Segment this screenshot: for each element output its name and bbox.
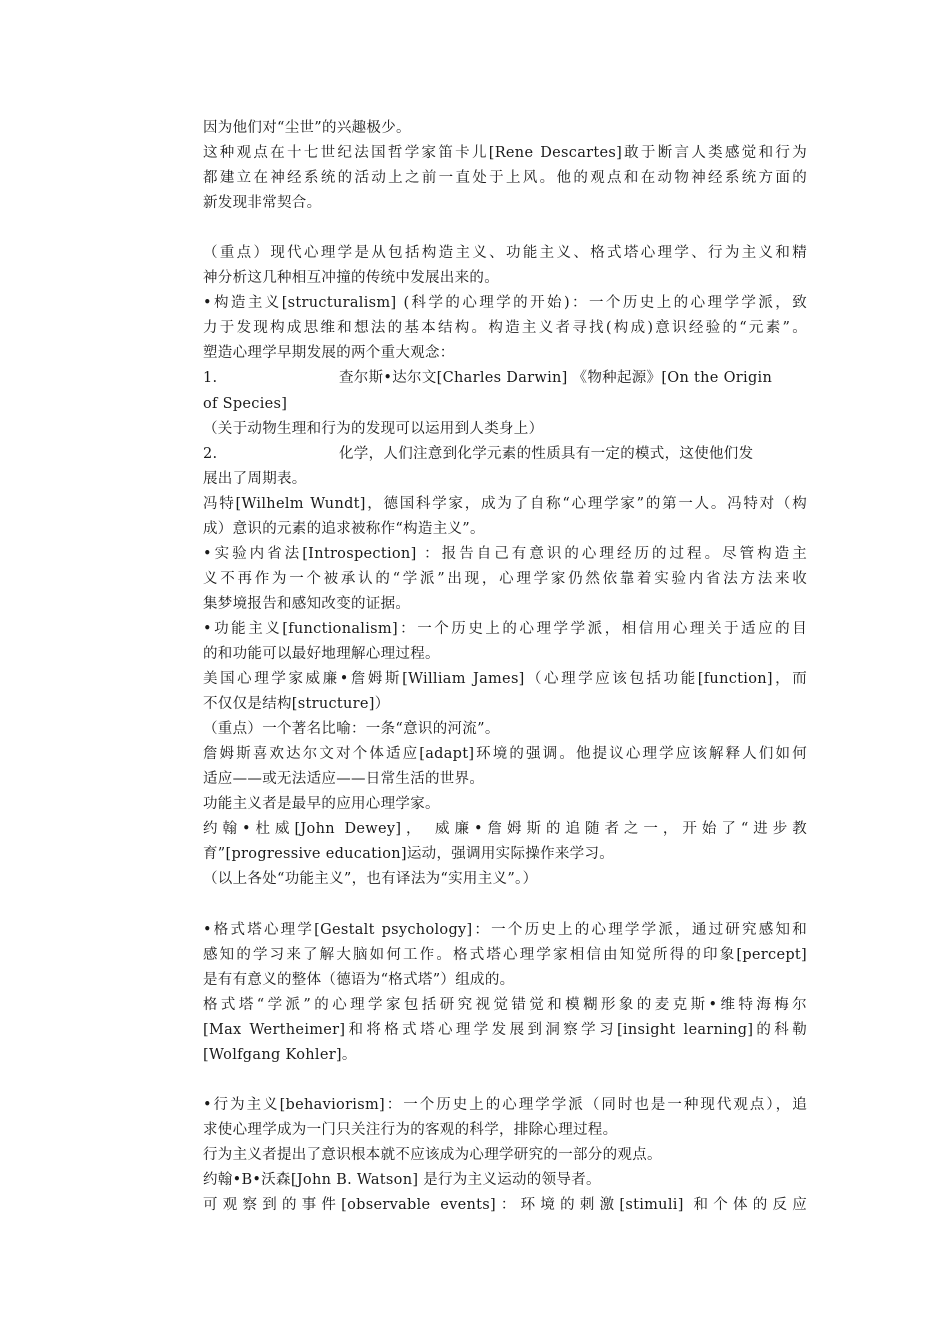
numbered-item-1 — [203, 366, 807, 391]
text-line: 展出了周期表。 — [203, 470, 307, 487]
text-line: （重点）一个著名比喻：一条“意识的河流”。 — [203, 721, 500, 738]
text-line: 力于发现构成思维和想法的基本结构。构造主义者寻找(构成)意识经验的“元素”。 — [203, 320, 807, 337]
text-line: 美国心理学家威廉•詹姆斯[William James]（心理学应该包括功能[function]，而 — [203, 671, 807, 688]
text-line: 格式塔“学派”的心理学家包括研究视觉错觉和模糊形象的麦克斯•维特海梅尔 — [203, 996, 807, 1013]
numbered-item-2 — [203, 442, 807, 467]
text-line: 集梦境报告和感知改变的证据。 — [203, 595, 411, 612]
text-line: [Max Wertheimer]和将格式塔心理学发展到洞察学习[insight learning]的科勒 — [203, 1021, 807, 1038]
text-line: （重点）现代心理学是从包括构造主义、功能主义、格式塔心理学、行为主义和精 — [203, 245, 807, 262]
document-body — [203, 116, 807, 1218]
text-line: 求使心理学成为一门只关注行为的客观的科学，排除心理过程。 — [203, 1121, 618, 1138]
text-line: 因为他们对“尘世”的兴趣极少。 — [203, 120, 411, 136]
text-line: •格式塔心理学[Gestalt psychology]：一个历史上的心理学学派，通过研究感知和 — [203, 921, 807, 938]
text-line: 都建立在神经系统的活动上之前一直处于上风。他的观点和在动物神经系统方面的 — [203, 170, 807, 187]
text-line: 是有有意义的整体（德语为“格式塔”）组成的。 — [203, 971, 515, 988]
text-line: 义不再作为一个被承认的“学派”出现，心理学家仍然依靠着实验内省法方法来收 — [203, 570, 807, 587]
text-line: 这种观点在十七世纪法国哲学家笛卡儿[Rene Descartes]敢于断言人类感觉和行为 — [203, 145, 807, 162]
text-line: 约翰•B•沃森[John B. Watson] 是行为主义运动的领导者。 — [203, 1171, 601, 1188]
text-line: 行为主义者提出了意识根本就不应该成为心理学研究的一部分的观点。 — [203, 1146, 662, 1163]
blank-line — [203, 1068, 807, 1093]
text-line: of Species] — [203, 395, 288, 412]
text-line: 感知的学习来了解大脑如何工作。格式塔心理学家相信由知觉所得的印象[percept] — [203, 946, 807, 963]
text-line: •实验内省法[Introspection] ：报告自己有意识的心理经历的过程。尽管构造主 — [203, 545, 807, 562]
text-line: •构造主义[structuralism] (科学的心理学的开始)：一个历史上的心理学学派，致 — [203, 295, 807, 312]
text-line: 新发现非常契合。 — [203, 195, 322, 212]
text-line: 育”[progressive education]运动，强调用实际操作来学习。 — [203, 846, 615, 863]
text-line: 塑造心理学早期发展的两个重大观念： — [203, 345, 455, 362]
text-line: 功能主义者是最早的应用心理学家。 — [203, 796, 440, 813]
blank-line — [203, 216, 807, 241]
text-line: 不仅仅是结构[structure]） — [203, 696, 390, 713]
text-line: 神分析这几种相互冲撞的传统中发展出来的。 — [203, 270, 499, 287]
text-line: [Wolfgang Kohler]。 — [203, 1046, 357, 1063]
item-number: 1. — [203, 370, 218, 387]
text-line: 的和功能可以最好地理解心理过程。 — [203, 645, 440, 662]
text-line: 冯特[Wilhelm Wundt]，德国科学家，成为了自称“心理学家”的第一人。冯特对（构 — [203, 495, 807, 512]
blank-line — [203, 892, 807, 917]
text-line: （关于动物生理和行为的发现可以运用到人类身上） — [203, 420, 544, 437]
text-line: （以上各处“功能主义”，也有译法为“实用主义”。） — [203, 871, 538, 888]
text-line: •行为主义[behaviorism]：一个历史上的心理学学派（同时也是一种现代观点），追 — [203, 1096, 807, 1113]
text-line: 适应——或无法适应——日常生活的世界。 — [203, 771, 485, 788]
item-text: 化学，人们注意到化学元素的性质具有一定的模式，这使他们发 — [339, 445, 754, 462]
text-line: 可观察到的事件[observable events]：环境的刺激[stimuli] 和个体的反应 — [203, 1197, 807, 1214]
item-number: 2. — [203, 445, 218, 462]
text-line: •功能主义[functionalism]：一个历史上的心理学学派，相信用心理关于适应的目 — [203, 620, 807, 637]
text-line: 詹姆斯喜欢达尔文对个体适应[adapt]环境的强调。他提议心理学应该解释人们如何 — [203, 746, 807, 763]
text-line: 约翰•杜威[John Dewey]， 威廉•詹姆斯的追随者之一，开始了“进步教 — [203, 821, 807, 838]
text-line: 成）意识的元素的追求被称作“构造主义”。 — [203, 520, 485, 537]
item-text: 查尔斯•达尔文[Charles Darwin] 《物种起源》[On the Origin — [339, 370, 773, 387]
